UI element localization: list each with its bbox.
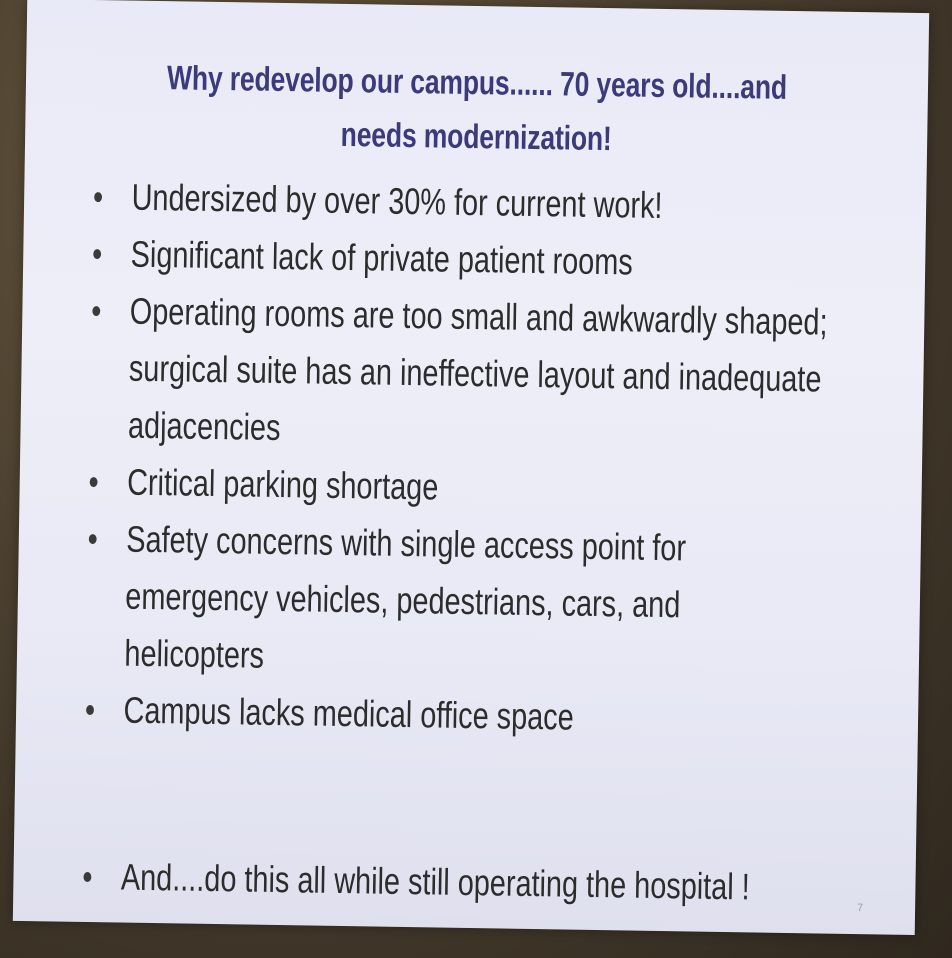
bullet-text: Campus lacks medical office space [123,689,575,738]
bullet-text: Significant lack of private patient rooms [130,233,634,283]
bullet-text: Safety concerns with single access point for emergency vehicles, pedestrians, cars, and helicopters [124,518,687,676]
bullet-text: Operating rooms are too small and awkwardly shaped; surgical suite has an ineffective layout and inadequate adjacencies [127,290,828,448]
bullet-dot-icon [90,477,98,487]
bullet-item [86,681,795,749]
slide-title [140,51,814,170]
final-bullet-list [83,848,864,917]
bullet-dot-icon [93,249,101,259]
bullet-dot-icon [94,192,102,202]
bullet-item [87,510,767,692]
presentation-slide [13,0,929,935]
bullet-dot-icon [92,306,100,316]
final-bullet-text: And....do this all while still operating the hospital ! [120,856,751,908]
slide-title-line-2: needs modernization! [340,115,612,159]
bullet-text: Critical parking shortage [126,461,439,508]
bullet-dot-icon [86,705,94,715]
bullet-item [90,282,832,465]
bullet-list [86,168,828,749]
final-bullet-item [83,848,864,917]
slide-number: 7 [856,902,864,915]
bullet-text: Undersized by over 30% for current work! [131,176,663,226]
slide-title-line-1: Why redevelop our campus...... 70 years old....and [166,59,788,107]
bullet-dot-icon [83,872,91,882]
bullet-dot-icon [89,534,97,544]
